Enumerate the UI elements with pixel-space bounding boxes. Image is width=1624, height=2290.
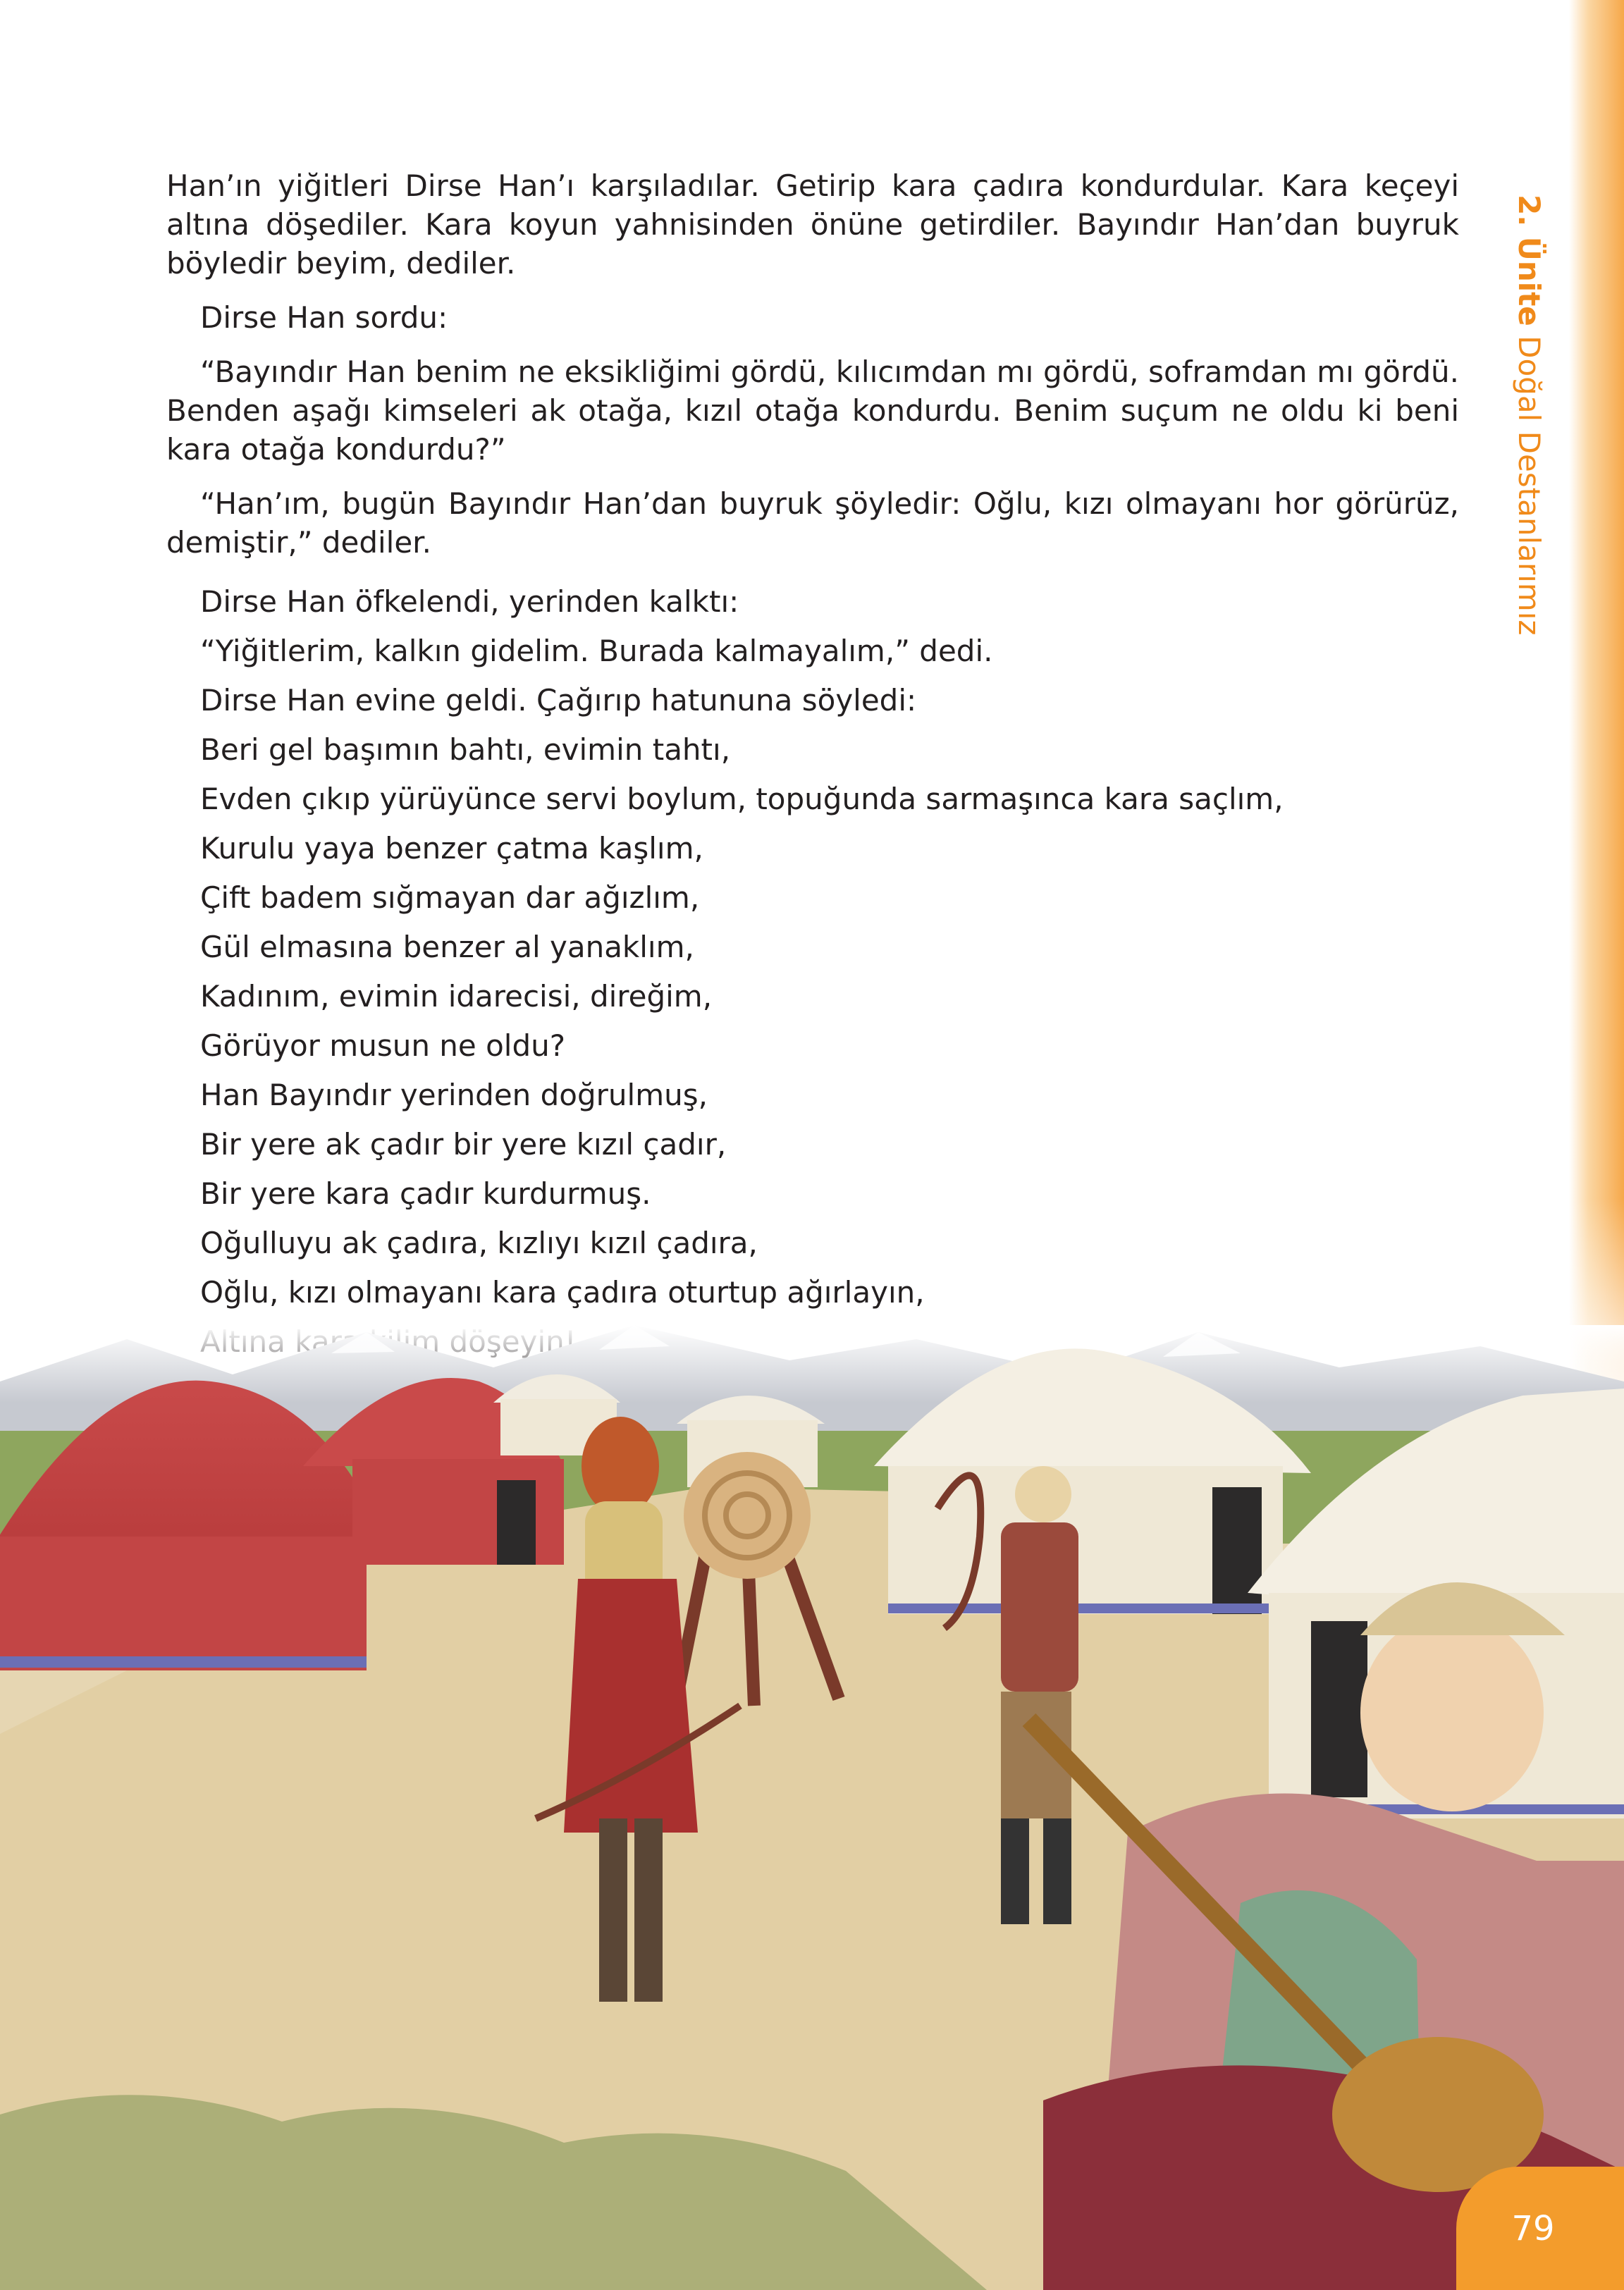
yurt-camp-illustration bbox=[0, 1325, 1624, 2290]
paragraph: “Han’ım, bugün Bayındır Han’dan buyruk şöyledir: Oğlu, kızı olmayanı hor görürüz, demiştir,” dediler. bbox=[166, 486, 1459, 560]
verse-line: Dirse Han öfkelendi, yerinden kalktı: bbox=[200, 584, 739, 619]
verse-line: Bir yere ak çadır bir yere kızıl çadır, bbox=[200, 1127, 727, 1162]
paragraph: “Bayındır Han benim ne eksikliğimi gördü, kılıcımdan mı gördü, soframdan mı gördü. Benden aşağı kimseleri ak otağa, kızıl otağa kondurdu. Benim suçum ne oldu ki beni kara otağa kondurdu?” bbox=[166, 355, 1459, 467]
verse-line: Bir yere kara çadır kurdurmuş. bbox=[200, 1176, 651, 1211]
verse-line: Oğulluyu ak çadıra, kızlıyı kızıl çadıra, bbox=[200, 1226, 758, 1260]
paragraph: Han’ın yiğitleri Dirse Han’ı karşıladılar. Getirip kara çadıra kondurdular. Kara keçeyi altına döşediler. Kara koyun yahnisinden önüne getirdiler. Bayındır Han’dan buyruk böyledir beyim, dediler. bbox=[166, 168, 1459, 281]
unit-title: Doğal Destanlarımız bbox=[1512, 336, 1546, 636]
verse-line: Gül elmasına benzer al yanaklım, bbox=[200, 930, 694, 964]
verse-line: Beri gel başımın bahtı, evimin tahtı, bbox=[200, 732, 731, 767]
verse-line: Görüyor musun ne oldu? bbox=[200, 1028, 566, 1063]
unit-number: 2. Ünite bbox=[1512, 195, 1546, 326]
page-number: 79 bbox=[1456, 2167, 1624, 2290]
verse-line: Kurulu yaya benzer çatma kaşlım, bbox=[200, 831, 703, 866]
verse-line: Kadınım, evimin idarecisi, direğim, bbox=[200, 979, 713, 1014]
story-text bbox=[166, 166, 1459, 1367]
unit-label bbox=[1512, 195, 1546, 635]
verse-line: Evden çıkıp yürüyünce servi boylum, topuğunda sarmaşınca kara saçlım, bbox=[200, 782, 1284, 816]
verse-line: Han Bayındır yerinden doğrulmuş, bbox=[200, 1078, 708, 1112]
verse-line: Çift badem sığmayan dar ağızlım, bbox=[200, 880, 700, 915]
unit-side-band bbox=[1569, 0, 1624, 1381]
verse-line: Dirse Han evine geldi. Çağırıp hatununa söyledi: bbox=[200, 683, 917, 718]
verse-line: Oğlu, kızı olmayanı kara çadıra oturtup ağırlayın, bbox=[200, 1275, 925, 1310]
paragraph: Dirse Han sordu: bbox=[200, 300, 448, 335]
verse-line: “Yiğitlerim, kalkın gidelim. Burada kalmayalım,” dedi. bbox=[200, 634, 993, 668]
